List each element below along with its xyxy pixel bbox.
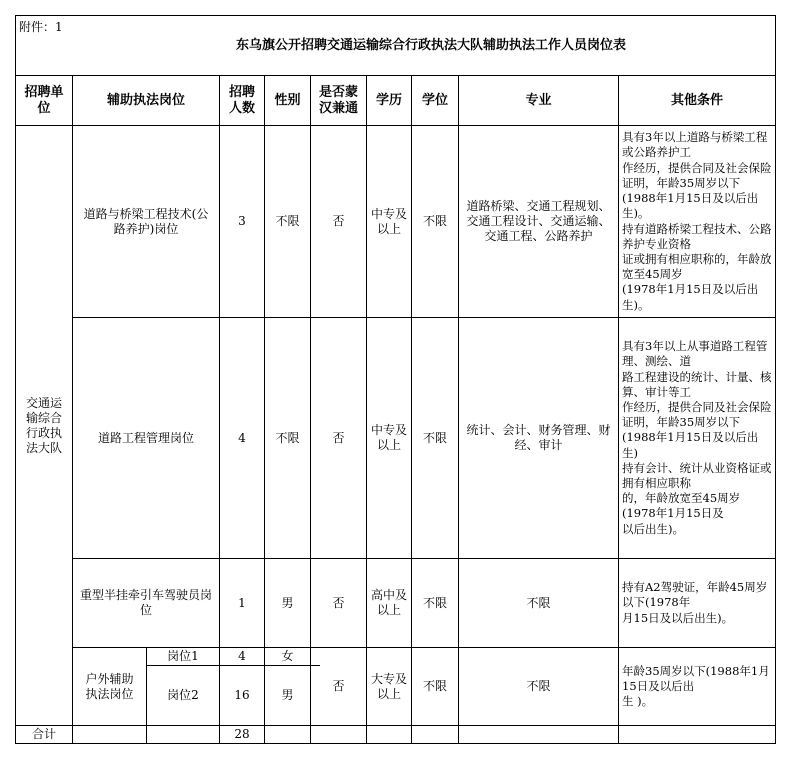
row2-major: 统计、会计、财务管理、财经、审计 xyxy=(466,423,611,452)
header-degree: 学位 xyxy=(421,92,448,108)
row2-position: 道路工程管理岗位 xyxy=(97,430,194,445)
row3-gender: 男 xyxy=(281,595,294,610)
row2-education: 中专及以上 xyxy=(370,423,407,452)
row4-bilingual: 否 xyxy=(332,679,345,693)
total-top-line xyxy=(15,725,776,726)
row1-other: 具有3年以上道路与桥梁工程或公路养护工 作经历，提供合同及社会保险证明，年龄35周岁以下(1988年1月15日及以后出生)。 持有道路桥梁工程技术、公路养护专业资格 证或拥有相应职称的，年龄放宽至45周岁 (1978年1月15日及以后出生)。 xyxy=(622,130,772,312)
header-count: 招聘人数 xyxy=(228,84,255,116)
header-education: 学历 xyxy=(375,92,402,108)
header-bilingual: 是否蒙汉兼通 xyxy=(318,84,358,116)
header-major: 专业 xyxy=(525,92,552,108)
frame-top xyxy=(15,15,776,16)
row3-major: 不限 xyxy=(526,595,551,610)
header-other: 其他条件 xyxy=(670,92,723,108)
row2-other: 具有3年以上从事道路工程管理、测绘、道 路工程建设的统计、计量、核算、审计等工 作经历，提供合同及社会保险证明，年龄35周岁以下(1988年1月15日及以后出生) 持有会计、统计从业资格证或拥有相应职称 的，年龄放宽至45周岁(1978年1月15日及 以后出生)。 xyxy=(622,339,772,536)
row1-position: 道路与桥梁工程技术(公路养护)岗位 xyxy=(83,206,209,236)
row2-gender: 不限 xyxy=(275,430,300,445)
row1-major: 道路桥梁、交通工程规划、交通工程设计、交通运输、交通工程、公路养护 xyxy=(466,199,611,243)
row2-count: 4 xyxy=(238,430,246,445)
row4-sub1-gender: 女 xyxy=(281,649,294,663)
row4-sub2-count: 16 xyxy=(234,688,250,702)
header-unit: 招聘单位 xyxy=(24,84,64,116)
row4-major: 不限 xyxy=(526,679,551,693)
row3-count: 1 xyxy=(238,595,246,610)
page-title: 东乌旗公开招聘交通运输综合行政执法大队辅助执法工作人员岗位表 xyxy=(236,38,627,53)
row1-education: 中专及以上 xyxy=(370,206,407,236)
row4-sub2-gender: 男 xyxy=(281,688,294,702)
row4-sub2-label: 岗位2 xyxy=(167,688,199,702)
row2-degree: 不限 xyxy=(422,430,447,445)
total-label: 合计 xyxy=(31,727,56,741)
row3-other: 持有A2驾驶证，年龄45周岁以下(1978年 月15日及以后出生)。 xyxy=(622,580,768,625)
row3-education: 高中及以上 xyxy=(370,588,407,617)
row4-position: 户外辅助执法岗位 xyxy=(85,671,134,701)
row1-degree: 不限 xyxy=(422,214,447,228)
total-count: 28 xyxy=(234,727,250,741)
row1-gender: 不限 xyxy=(275,214,300,228)
row4-sub1-count: 4 xyxy=(238,649,246,663)
row3-position: 重型半挂牵引车驾驶员岗位 xyxy=(79,588,212,617)
row3-degree: 不限 xyxy=(422,595,447,610)
row3-bilingual: 否 xyxy=(332,595,345,610)
attachment-label: 附件：1 xyxy=(19,20,63,34)
header-gender: 性别 xyxy=(274,92,301,108)
row4-education: 大专及以上 xyxy=(370,671,407,701)
unit-name: 交通运输综合行政执法大队 xyxy=(25,395,62,455)
row1-bilingual: 否 xyxy=(332,214,345,228)
header-position: 辅助执法岗位 xyxy=(106,92,185,108)
row4-degree: 不限 xyxy=(422,679,447,693)
row4-sub1-label: 岗位1 xyxy=(167,649,199,663)
frame-bottom xyxy=(15,743,776,744)
row4-other: 年龄35周岁以下(1988年1月15日及以后出 生 )。 xyxy=(622,663,770,709)
row1-count: 3 xyxy=(238,214,246,228)
row2-bilingual: 否 xyxy=(332,430,345,445)
